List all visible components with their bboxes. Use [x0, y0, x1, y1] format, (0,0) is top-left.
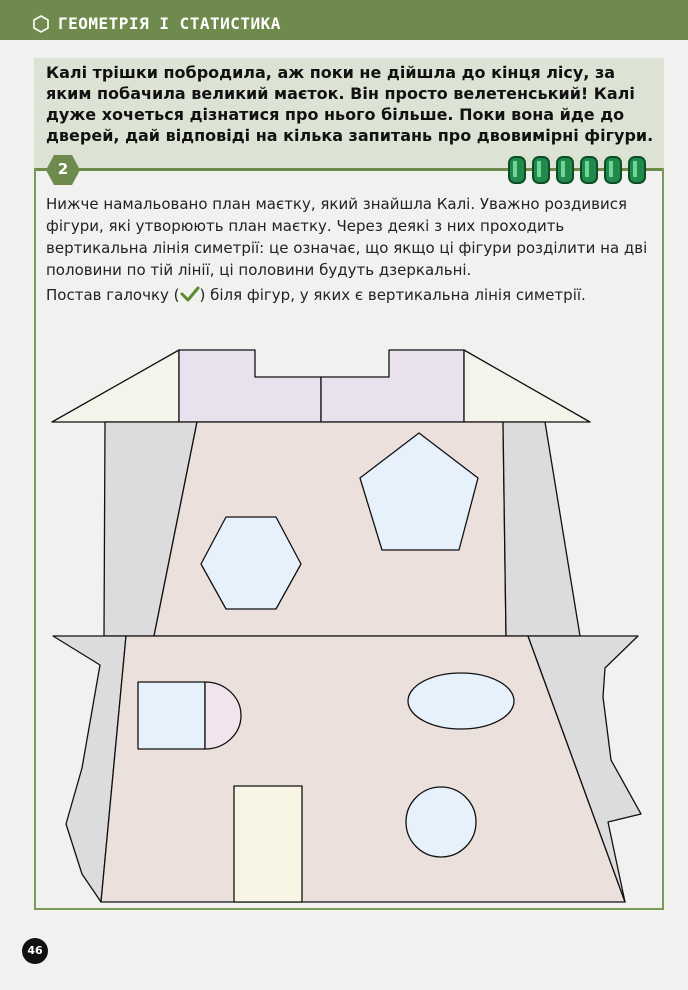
roof-rectangle-left[interactable]	[179, 350, 321, 422]
task-text-end: ) біля фігур, у яких є вертикальна лінія симетрії.	[199, 286, 586, 304]
section-title: ГЕОМЕТРІЯ І СТАТИСТИКА	[58, 14, 281, 33]
door-rectangle[interactable]	[234, 786, 302, 902]
roof-triangle-left[interactable]	[52, 350, 179, 422]
task-text-start: Постав галочку (	[46, 286, 180, 304]
page-number: 46	[27, 944, 43, 957]
square-window[interactable]	[138, 682, 205, 749]
oval-window[interactable]	[408, 673, 514, 729]
task-number: 2	[57, 160, 69, 178]
roof-triangle-right[interactable]	[464, 350, 590, 422]
roof-rectangle-right[interactable]	[321, 350, 464, 422]
instructions-paragraph: Нижче намальовано план маєтку, який знайшла Калі. Уважно роздивися фігури, які утворюють план маєтку. Через деякі з них проходить вертикальна лінія симетрії: це означає, що якщо ці фігури розділити на дві половини по тій лінії, ці половини будуть дзеркальні.	[46, 195, 648, 279]
upper-side-quadrilateral-right[interactable]	[503, 422, 580, 636]
circle-window[interactable]	[406, 787, 476, 857]
intro-text: Калі трішки побродила, аж поки не дійшла до кінця лісу, за яким побачила великий маєток. Він просто велетенський! Калі дуже хочеться дізнатися про нього більше. Поки вона йде до дверей, дай відповіді на кілька запитань про двовимірні фігури.	[46, 63, 654, 145]
